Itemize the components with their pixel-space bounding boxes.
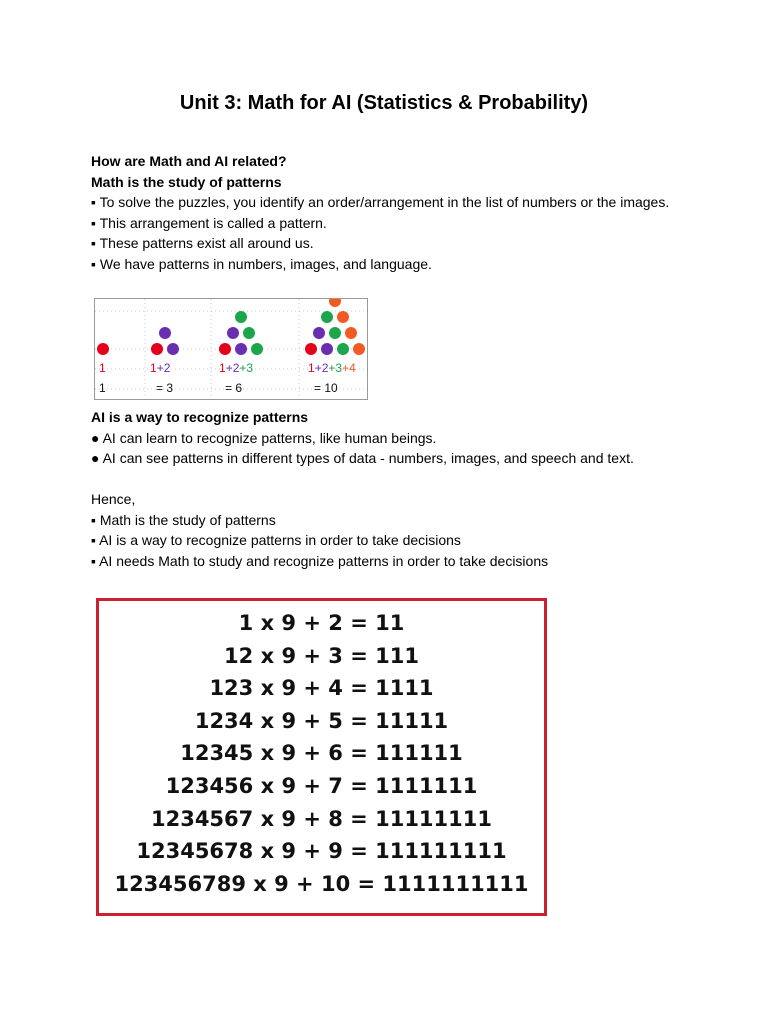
- pattern-dot: [345, 327, 357, 339]
- sum-result: = 10: [314, 381, 338, 395]
- section-summary: [91, 489, 711, 571]
- pattern-dot: [243, 327, 255, 339]
- pattern-dot: [337, 311, 349, 323]
- bullet-item: ▪ We have patterns in numbers, images, and language.: [91, 255, 432, 272]
- pattern-dot: [97, 343, 109, 355]
- bullet-item: ● AI can see patterns in different types of data - numbers, images, and speech and text.: [91, 450, 634, 466]
- section-math-patterns: [91, 151, 711, 274]
- pattern-dot: [305, 343, 317, 355]
- pattern-dot: [219, 343, 231, 355]
- sum-result: = 6: [225, 381, 243, 395]
- bullet-item: ▪ These patterns exist all around us.: [91, 235, 314, 251]
- bullet-item: ▪ AI needs Math to study and recognize patterns in order to take decisions: [91, 552, 549, 569]
- equation-line: 123456789 x 9 + 10 = 1111111111: [114, 871, 529, 896]
- triangular-numbers-figure: [94, 298, 368, 400]
- pattern-dot: [329, 299, 341, 307]
- pattern-dot: [159, 327, 171, 339]
- sum-expression: 1+2+3+4: [308, 361, 356, 375]
- pattern-dot: [329, 327, 341, 339]
- sum-expression: 1+2+3: [219, 361, 254, 375]
- pattern-dot: [337, 343, 349, 355]
- sum-expression: 1+2: [150, 361, 171, 375]
- sum-result: 1: [99, 381, 106, 395]
- section-heading: AI is a way to recognize patterns: [91, 409, 309, 425]
- pattern-dot: [227, 327, 239, 339]
- equation-line: 123 x 9 + 4 = 1111: [209, 676, 434, 701]
- equation-line: 12345678 x 9 + 9 = 111111111: [136, 839, 507, 864]
- summary-intro: Hence,: [91, 491, 136, 507]
- document-title: Unit 3: Math for AI (Statistics & Probability): [179, 92, 589, 114]
- bullet-item: ● AI can learn to recognize patterns, like human beings.: [91, 429, 437, 446]
- pattern-dot: [313, 327, 325, 339]
- bullet-item: ▪ AI is a way to recognize patterns in order to take decisions: [91, 532, 461, 548]
- pattern-dot: [235, 311, 247, 323]
- equation-line: 1234 x 9 + 5 = 11111: [194, 708, 449, 733]
- section-heading: Math is the study of patterns: [91, 173, 282, 190]
- bullet-item: ▪ To solve the puzzles, you identify an order/arrangement in the list of numbers or the images.: [91, 194, 670, 210]
- pattern-dot: [321, 311, 333, 323]
- bullet-item: ▪ Math is the study of patterns: [91, 511, 276, 528]
- pattern-dot: [321, 343, 333, 355]
- pattern-dot: [151, 343, 163, 355]
- sum-expression: 1: [99, 361, 106, 375]
- equation-line: 123456 x 9 + 7 = 1111111: [165, 774, 478, 798]
- equation-line: 12345 x 9 + 6 = 111111: [180, 741, 463, 766]
- equation-line: 1 x 9 + 2 = 11: [238, 611, 405, 635]
- section-ai-patterns: [91, 407, 711, 469]
- pattern-dot: [235, 343, 247, 355]
- equation-line: 12 x 9 + 3 = 111: [224, 643, 419, 668]
- section-question: How are Math and AI related?: [91, 153, 287, 169]
- triangular-dots-graphic: [95, 299, 366, 398]
- equation-line: 1234567 x 9 + 8 = 11111111: [150, 806, 492, 831]
- bullet-item: ▪ This arrangement is called a pattern.: [91, 214, 327, 231]
- pattern-dot: [353, 343, 365, 355]
- number-pattern-box: [96, 598, 547, 916]
- pattern-dot: [251, 343, 263, 355]
- sum-result: = 3: [156, 381, 174, 395]
- pattern-dot: [167, 343, 179, 355]
